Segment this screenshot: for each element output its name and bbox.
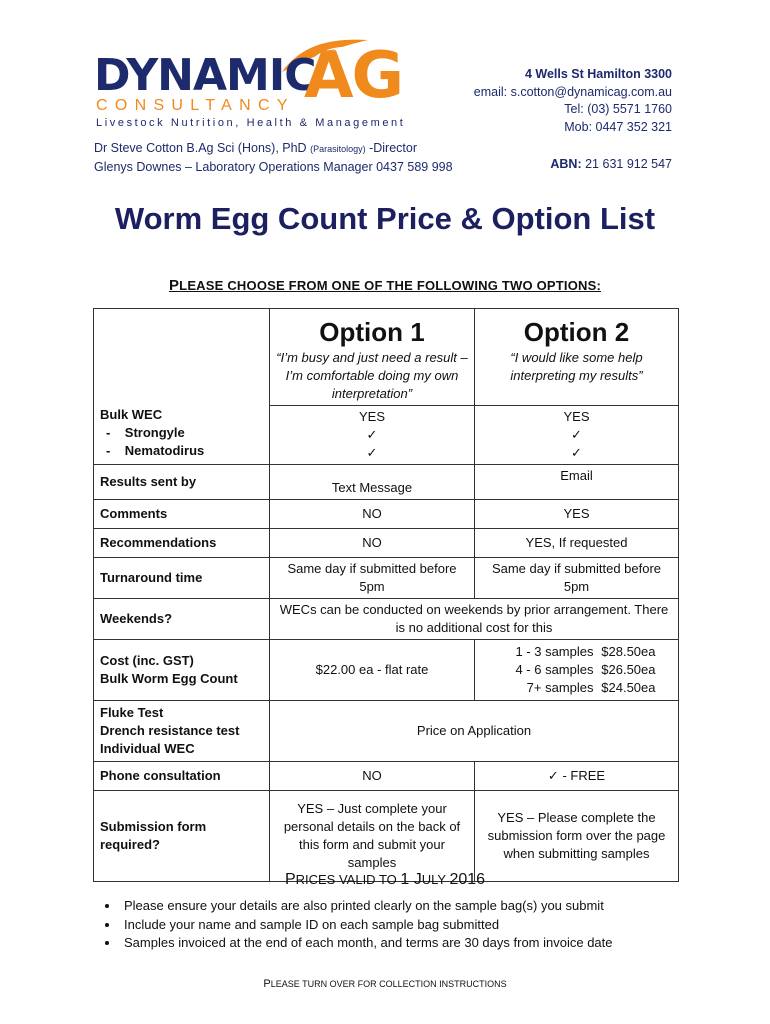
strongyle-label: Strongyle [124, 425, 185, 440]
cost-tier-range: 1 - 3 samples [515, 644, 594, 659]
valid-year: 2016 [449, 871, 486, 888]
cost-tier [498, 661, 656, 679]
staff-block [94, 140, 453, 176]
logo-tagline: Livestock Nutrition, Health & Management [96, 117, 406, 129]
individual-wec-label: Individual WEC [100, 741, 195, 756]
table-row-cost [94, 640, 679, 701]
cost-tier-range: 7+ samples [526, 680, 594, 695]
bulk-wec-opt1 [270, 406, 475, 465]
cost-label-cell [94, 640, 270, 701]
table-row-other-tests [94, 701, 679, 762]
director-name: Dr Steve Cotton B.Ag Sci (Hons), PhD [94, 141, 307, 155]
phone-opt1: NO [270, 762, 475, 791]
drench-test-label: Drench resistance test [100, 723, 240, 738]
choose-heading-rest: LEASE CHOOSE FROM ONE OF THE FOLLOWING TWO OPTIONS: [179, 278, 602, 293]
mobile: Mob: 0447 352 321 [564, 119, 672, 134]
check-icon: ✓ [547, 768, 559, 783]
list-item: • Include your name and sample ID on each sample bag submitted [120, 916, 613, 935]
cost-tier [498, 643, 656, 661]
phone-opt2 [475, 762, 679, 791]
director-line [94, 140, 453, 159]
fluke-test-label: Fluke Test [100, 705, 164, 720]
contact-block [474, 66, 672, 136]
manager-line: Glenys Downes – Laboratory Operations Manager 0437 589 998 [94, 159, 453, 174]
choose-heading-cap: P [168, 277, 180, 294]
prices-valid [0, 871, 770, 889]
email-link[interactable]: email: s.cotton@dynamicag.com.au [473, 84, 672, 99]
results-label: Results sent by [94, 465, 270, 500]
weekends-label: Weekends? [94, 599, 270, 640]
valid-cap-p: P [284, 871, 296, 888]
company-logo [94, 34, 416, 130]
table-row-turnaround [94, 558, 679, 599]
comments-label: Comments [94, 500, 270, 529]
recommendations-opt1: NO [270, 529, 475, 558]
bulk-wec-cell [94, 309, 270, 465]
option2-quote: “I would like some help interpreting my results” [510, 350, 643, 383]
recommendations-label: Recommendations [94, 529, 270, 558]
telephone: Tel: (03) 5571 1760 [564, 102, 672, 116]
phone-opt2-value: - FREE [558, 768, 606, 783]
nematodirus-item: - Nematodirus [106, 443, 205, 458]
table-row-results [94, 465, 679, 500]
comments-opt1: NO [270, 500, 475, 529]
check-icon: ✓ [571, 427, 582, 442]
cost-sublabel: Bulk Worm Egg Count [100, 671, 238, 686]
cost-label: Cost (inc. GST) [100, 653, 194, 668]
check-icon: ✓ [571, 445, 582, 460]
turnaround-label: Turnaround time [94, 558, 270, 599]
logo-brand-main: DYNAMIC [94, 50, 316, 101]
table-row-phone [94, 762, 679, 791]
table-row-submission [94, 791, 679, 882]
submission-opt2: YES – Please complete the submission form over the page when submitting samples [475, 791, 679, 882]
table-row-comments [94, 500, 679, 529]
options-table [93, 308, 679, 882]
valid-rices: RICES VALID TO [295, 872, 401, 887]
director-specialty: (Parasitology) [310, 144, 366, 154]
valid-one: 1 J [400, 871, 422, 888]
cost-tier [498, 679, 656, 697]
cost-tier-price: $26.50ea [601, 662, 656, 677]
choose-heading [0, 277, 770, 294]
nematodirus-label: Nematodirus [124, 443, 205, 458]
other-tests-label-cell [94, 701, 270, 762]
turnaround-opt1: Same day if submitted before 5pm [270, 558, 475, 599]
logo-brand-sub: CONSULTANCY [96, 97, 295, 114]
director-role: -Director [369, 141, 418, 155]
recommendations-opt2: YES, If requested [475, 529, 679, 558]
table-row-recommendations [94, 529, 679, 558]
list-item: • Please ensure your details are also printed clearly on the sample bag(s) you submit [120, 897, 613, 916]
cost-tier-price: $24.50ea [601, 680, 656, 695]
cost-opt1: $22.00 ea - flat rate [270, 640, 475, 701]
option1-quote: “I’m busy and just need a result – I’m comfortable doing my own interpretation” [276, 350, 468, 401]
submission-opt1: YES – Just complete your personal details on the back of this form and submit your samples [270, 791, 475, 882]
list-item: • Samples invoiced at the end of each month, and terms are 30 days from invoice date [120, 934, 613, 953]
option2-header [475, 309, 679, 406]
footer-rest: LEASE TURN OVER FOR COLLECTION INSTRUCTIONS [270, 979, 507, 989]
abn [550, 157, 672, 171]
submission-label: Submission form required? [94, 791, 270, 882]
bulk-wec-opt2 [475, 406, 679, 465]
table-row-weekends [94, 599, 679, 640]
bulk-wec-label: Bulk WEC [100, 407, 163, 422]
page-title: Worm Egg Count Price & Option List [114, 201, 656, 236]
comments-opt2: YES [475, 500, 679, 529]
abn-label: ABN: [550, 157, 582, 171]
address: 4 Wells St Hamilton 3300 [524, 67, 672, 81]
phone-label: Phone consultation [94, 762, 270, 791]
cost-tier-range: 4 - 6 samples [515, 662, 594, 677]
bulk-wec-opt2-value: YES [563, 409, 590, 424]
strongyle-item: - Strongyle [106, 425, 185, 440]
results-opt1: Text Message [270, 465, 475, 500]
turnaround-opt2: Same day if submitted before 5pm [475, 558, 679, 599]
check-icon: ✓ [366, 445, 378, 460]
notes-list [96, 897, 613, 953]
option2-heading: Option 2 [523, 317, 630, 347]
abn-value: 21 631 912 547 [585, 157, 672, 171]
cost-tier-price: $28.50ea [601, 644, 656, 659]
option1-header [270, 309, 475, 406]
bulk-wec-opt1-value: YES [358, 409, 385, 424]
results-opt2: Email [475, 465, 679, 500]
check-icon: ✓ [366, 427, 378, 442]
footer-note [0, 978, 770, 990]
cost-opt2 [475, 640, 679, 701]
other-tests-value: Price on Application [270, 701, 679, 762]
logo-brand-ag: AG [304, 39, 403, 113]
footer-cap: P [263, 978, 271, 990]
cost-tiers [498, 643, 656, 697]
table-row-options [94, 309, 679, 406]
weekends-value: WECs can be conducted on weekends by prior arrangement. There is no additional cost for this [270, 599, 679, 640]
valid-uly: ULY [421, 872, 450, 887]
option1-heading: Option 1 [319, 317, 425, 347]
